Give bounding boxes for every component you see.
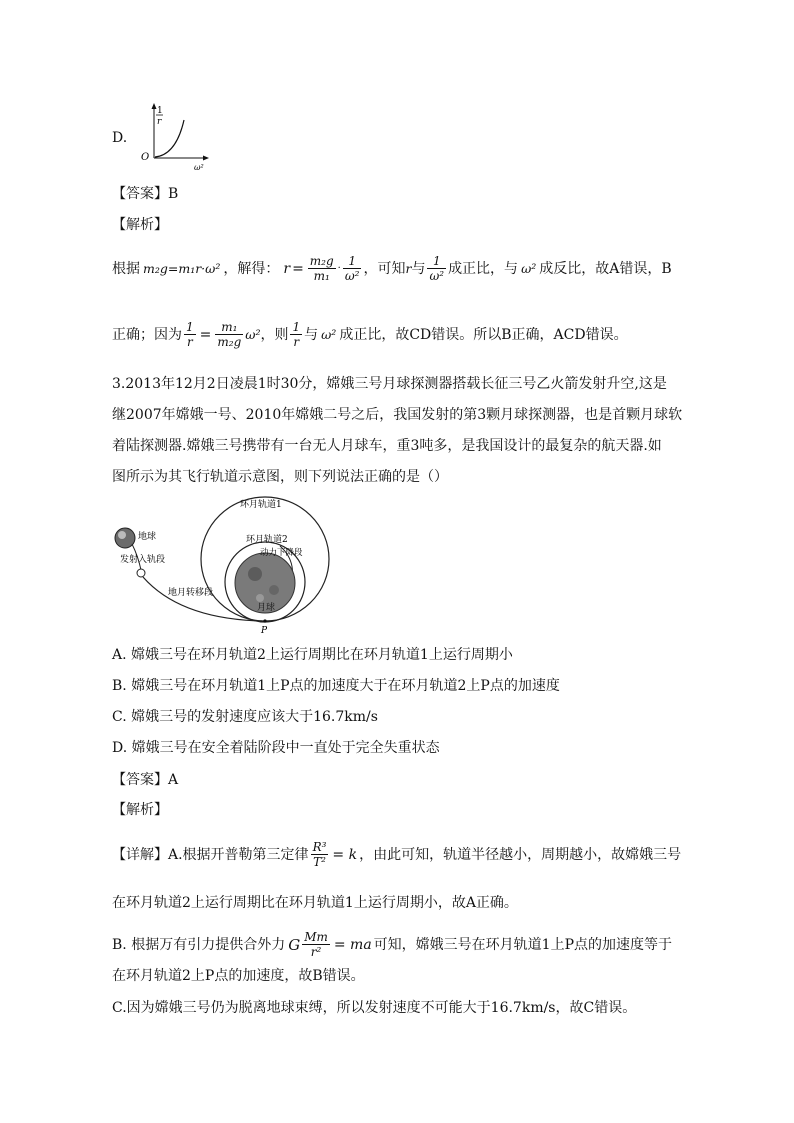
graph-y-label-num: 1: [157, 106, 163, 116]
craft-marker: [137, 569, 145, 577]
graph-x-label: ω²: [194, 163, 204, 172]
q2-analysis-line1: 根据 m₂g=m₁r·ω² ，解得： r = $\frac{\text{m₂g}}{\text{m₁}}$ · $\frac{1}{\text{ω²}}$ ，可知 r 与 $\frac{1}{\text{ω²}}$ 成正比，与 ω² 成反比，故A错误，B: [112, 254, 672, 283]
moon-crater: [248, 567, 262, 581]
label-launch: 发射入轨段: [120, 555, 166, 565]
q2-answer: 【答案】B: [112, 186, 179, 202]
earth-highlight: [118, 531, 126, 539]
graph-x-arrow: [203, 156, 209, 161]
q3-answer: 【答案】A: [112, 772, 179, 788]
label-point-p: P: [261, 626, 268, 634]
q3-stem-line3: 着陆探测器.嫦娥三号携带有一台无人月球车，重3吨多，是我国设计的最复杂的航天器.如: [112, 438, 662, 454]
graph-y-label-den: r: [157, 117, 162, 127]
q2-analysis-line2: 正确；因为 $\frac{1}{r}$ = $\frac{\text{m₁}}{\text{m₂g}}$ ω² ，则 $\frac{1}{r}$ 与 ω² 成正比，故CD错误。所以B正确，ACD错误。: [112, 320, 628, 349]
option-d-graph: [136, 100, 216, 172]
q3-option-b: B. 嫦娥三号在环月轨道1上P点的加速度大于在环月轨道2上P点的加速度: [112, 678, 560, 694]
orbit-diagram: [110, 494, 340, 634]
point-p-dot: [263, 619, 266, 622]
option-d-letter: D.: [112, 130, 128, 146]
label-orbit2: 环月轨道2: [246, 535, 288, 545]
label-moon: 月球: [257, 603, 276, 613]
q3-stem-line2: 继2007年嫦娥一号、2010年嫦娥二号之后，我国发射的第3颗月球探测器，也是首颗月球软: [112, 407, 683, 423]
q3-analysis-label: 【解析】: [112, 802, 168, 818]
q3-detail-c: C.因为嫦娥三号仍为脱离地球束缚，所以发射速度不可能大于16.7km/s，故C错误。: [112, 1000, 637, 1016]
graph-y-arrow: [152, 103, 157, 109]
label-descent: 动力下降段: [260, 548, 303, 558]
q3-detail-b-line1: B. 根据万有引力提供合外力 G $\frac{Mm}{\text{r²}}$ = ma 可知，嫦娥三号在环月轨道1上P点的加速度等于: [112, 930, 672, 959]
moon-crater: [256, 594, 264, 602]
label-orbit1: 环月轨道1: [240, 500, 282, 510]
moon-crater: [269, 585, 279, 595]
q3-stem-line4: 图所示为其飞行轨道示意图，则下列说法正确的是（）: [112, 469, 448, 485]
q2-analysis-label: 【解析】: [112, 217, 168, 233]
q3-detail-a-line1: 【详解】A.根据开普勒第三定律 $\frac{\text{R³}}{\text{T²}}$ = k ，由此可知，轨道半径越小，周期越小，故嫦娥三号: [112, 840, 682, 869]
label-transfer: 地月转移段: [168, 588, 214, 598]
graph-origin-label: O: [141, 152, 150, 163]
q3-detail-a-line2: 在环月轨道2上运行周期比在环月轨道1上运行周期小，故A正确。: [112, 895, 518, 911]
label-earth: 地球: [138, 532, 157, 542]
q3-option-d: D. 嫦娥三号在安全着陆阶段中一直处于完全失重状态: [112, 740, 440, 756]
q3-detail-b-line2: 在环月轨道2上P点的加速度，故B错误。: [112, 968, 365, 984]
q3-option-c: C. 嫦娥三号的发射速度应该大于16.7km/s: [112, 709, 378, 725]
q3-stem-line1: 3.2013年12月2日凌晨1时30分，嫦娥三号月球探测器搭载长征三号乙火箭发射升空,这是: [112, 376, 667, 392]
q3-option-a: A. 嫦娥三号在环月轨道2上运行周期比在环月轨道1上运行周期小: [112, 647, 513, 663]
